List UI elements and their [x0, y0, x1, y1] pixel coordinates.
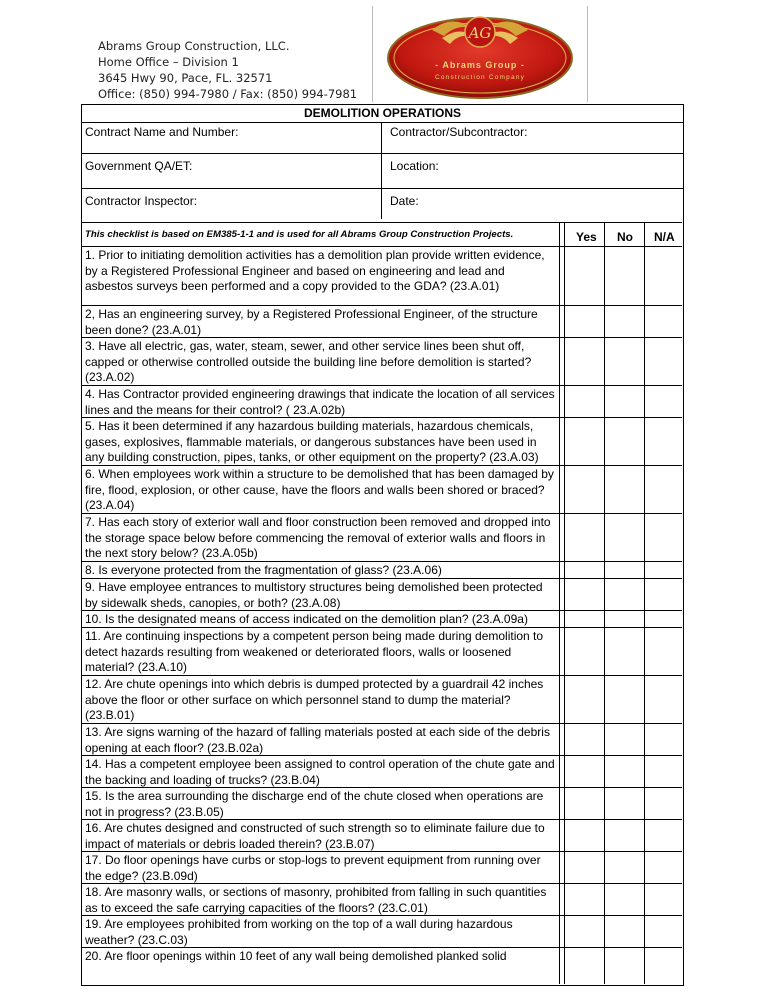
- answer-yes-checkbox[interactable]: [564, 820, 604, 852]
- answer-yes-checkbox[interactable]: [564, 514, 604, 562]
- answer-yes-checkbox[interactable]: [564, 948, 604, 968]
- question-text: 9. Have employee entrances to multistory structures being demolished been protected by sidewalk sheds, canopies, or both? (23.A.08): [85, 580, 543, 610]
- column-na: N/A: [654, 230, 675, 244]
- answer-yes-checkbox[interactable]: [564, 788, 604, 820]
- logo-name: - Abrams Group -: [435, 60, 525, 70]
- company-phone: Office: (850) 994-7980 / Fax: (850) 994-7981: [98, 87, 358, 101]
- answer-no-checkbox[interactable]: [604, 852, 644, 884]
- question-text: 4. Has Contractor provided engineering drawings that indicate the location of all services lines and the means for their control? ( 23.A.02b): [85, 387, 555, 417]
- checklist-row: [82, 755, 682, 787]
- checklist-form: [81, 104, 684, 986]
- company-address: [98, 38, 357, 102]
- checklist-row: [82, 246, 682, 305]
- question-text: 8. Is everyone protected from the fragmentation of glass? (23.A.06): [85, 563, 442, 577]
- form-title: DEMOLITION OPERATIONS: [303, 106, 462, 120]
- answer-na-checkbox[interactable]: [644, 820, 684, 852]
- answer-yes-checkbox[interactable]: [564, 884, 604, 916]
- answer-na-checkbox[interactable]: [644, 306, 684, 338]
- checklist-row: [82, 337, 682, 385]
- answer-no-checkbox[interactable]: [604, 514, 644, 562]
- question-text: 19. Are employees prohibited from working on the top of a wall during hazardous weather? (23.C.03): [85, 917, 513, 947]
- checklist-note: This checklist is based on EM385-1-1 and is used for all Abrams Group Construction Projects.: [85, 229, 514, 240]
- answer-no-checkbox[interactable]: [604, 788, 644, 820]
- contract-field[interactable]: Contract Name and Number:: [82, 123, 382, 153]
- question-text: 17. Do floor openings have curbs or stop-logs to prevent equipment from running over the edge? (23.B.09d): [85, 853, 541, 883]
- answer-na-checkbox[interactable]: [644, 386, 684, 418]
- answer-yes-checkbox[interactable]: [564, 756, 604, 788]
- answer-na-checkbox[interactable]: [644, 628, 684, 676]
- contractor-field[interactable]: Contractor/Subcontractor:: [390, 125, 528, 139]
- checklist-row: [82, 465, 682, 513]
- inspector-field[interactable]: Contractor Inspector:: [82, 189, 382, 219]
- info-row-contract: [82, 122, 683, 153]
- divider-yes-left: [564, 222, 565, 984]
- checklist-row: [82, 578, 682, 610]
- logo-initials: AG: [468, 24, 492, 42]
- question-text: 3. Have all electric, gas, water, steam, sewer, and other service lines been shut off, capped or otherwise controlled outside the building line before demolition is started? (23.A.02): [85, 339, 532, 384]
- company-name: Abrams Group Construction, LLC.: [98, 39, 290, 53]
- checklist-row: [82, 675, 682, 723]
- answer-no-checkbox[interactable]: [604, 884, 644, 916]
- logo-frame: [372, 6, 588, 102]
- info-row-qa: [82, 153, 683, 188]
- answer-yes-checkbox[interactable]: [564, 628, 604, 676]
- question-text: 1. Prior to initiating demolition activities has a demolition plan provide written evidence, by a Registered Professional Engineer and based on engineering and lead and asbestos surveys been performed and a copy provided to the GDA? (23.A.01): [85, 248, 545, 293]
- answer-na-checkbox[interactable]: [644, 724, 684, 756]
- question-text: 14. Has a competent employee been assigned to control operation of the chute gate and the backing and loading of trucks? (23.B.04): [85, 757, 555, 787]
- question-text: 13. Are signs warning of the hazard of falling materials posted at each side of the debris opening at each floor? (23.B.02a): [85, 725, 550, 755]
- answer-no-checkbox[interactable]: [604, 724, 644, 756]
- answer-no-checkbox[interactable]: [604, 247, 644, 306]
- checklist-grid: [82, 222, 682, 223]
- question-text: 6. When employees work within a structure to be demolished that has been damaged by fire, flood, explosion, or other cause, have the floors and walls been shored or braced? (23.A.04): [85, 467, 554, 512]
- answer-na-checkbox[interactable]: [644, 676, 684, 724]
- checklist-row: [82, 385, 682, 417]
- answer-yes-checkbox[interactable]: [564, 579, 604, 611]
- checklist-row: [82, 947, 682, 967]
- answer-na-checkbox[interactable]: [644, 948, 684, 968]
- question-text: 16. Are chutes designed and constructed of such strength so to eliminate failure due to impact of materials or debris loaded therein? (23.B.07): [85, 821, 545, 851]
- answer-yes-checkbox[interactable]: [564, 247, 604, 306]
- checklist-row: [82, 915, 682, 947]
- answer-yes-checkbox[interactable]: [564, 418, 604, 466]
- answer-no-checkbox[interactable]: [604, 466, 644, 514]
- column-yes: Yes: [576, 230, 597, 244]
- answer-na-checkbox[interactable]: [644, 247, 684, 306]
- company-logo: [372, 6, 588, 102]
- date-field[interactable]: Date:: [390, 194, 419, 208]
- answer-no-checkbox[interactable]: [604, 611, 644, 628]
- answer-yes-checkbox[interactable]: [564, 916, 604, 948]
- answer-no-checkbox[interactable]: [604, 948, 644, 968]
- answer-no-checkbox[interactable]: [604, 418, 644, 466]
- answer-no-checkbox[interactable]: [604, 306, 644, 338]
- answer-yes-checkbox[interactable]: [564, 466, 604, 514]
- checklist-row: [82, 561, 682, 578]
- question-text: 5. Has it been determined if any hazardous building materials, hazardous chemicals, gases, explosives, flammable materials, or dangerous substances have been used in any building construction, pipes, tanks, or other equipment on the property? (23.A.03): [85, 419, 539, 464]
- location-field[interactable]: Location:: [390, 159, 439, 173]
- company-division: Home Office – Division 1: [98, 55, 239, 69]
- company-street: 3645 Hwy 90, Pace, FL. 32571: [98, 71, 273, 85]
- answer-yes-checkbox[interactable]: [564, 338, 604, 386]
- answer-na-checkbox[interactable]: [644, 562, 684, 579]
- answer-no-checkbox[interactable]: [604, 628, 644, 676]
- answer-yes-checkbox[interactable]: [564, 562, 604, 579]
- checklist-row: [82, 723, 682, 755]
- answer-na-checkbox[interactable]: [644, 338, 684, 386]
- answer-no-checkbox[interactable]: [604, 756, 644, 788]
- checklist-row: [82, 417, 682, 465]
- answer-na-checkbox[interactable]: [644, 884, 684, 916]
- question-text: 15. Is the area surrounding the discharge end of the chute closed when operations are not in progress? (23.B.05): [85, 789, 544, 819]
- answer-no-checkbox[interactable]: [604, 338, 644, 386]
- answer-no-checkbox[interactable]: [604, 916, 644, 948]
- checklist-row: [82, 627, 682, 675]
- qa-field[interactable]: Government QA/ET:: [82, 154, 382, 188]
- answer-na-checkbox[interactable]: [644, 579, 684, 611]
- checklist-row: [82, 787, 682, 819]
- answer-na-checkbox[interactable]: [644, 788, 684, 820]
- answer-yes-checkbox[interactable]: [564, 724, 604, 756]
- answer-no-checkbox[interactable]: [604, 579, 644, 611]
- answer-yes-checkbox[interactable]: [564, 386, 604, 418]
- question-text: 7. Has each story of exterior wall and floor construction been removed and dropped into the storage space below before commencing the removal of exterior walls and floors in the next story below? (23.A.05b): [85, 515, 551, 560]
- answer-no-checkbox[interactable]: [604, 386, 644, 418]
- checklist-row: [82, 305, 682, 337]
- answer-yes-checkbox[interactable]: [564, 611, 604, 628]
- question-text: 12. Are chute openings into which debris is dumped protected by a guardrail 42 inches above the floor or other surface on which personnel stand to dump the material? (23.B.01): [85, 677, 544, 722]
- question-text: 18. Are masonry walls, or sections of masonry, prohibited from falling in such quantities as to exceed the safe carrying capacities of the floors? (23.C.01): [85, 885, 547, 915]
- answer-yes-checkbox[interactable]: [564, 306, 604, 338]
- checklist-row: [82, 513, 682, 561]
- logo-subtitle: Construction Company: [434, 74, 526, 81]
- info-row-inspector: [82, 188, 683, 219]
- answer-na-checkbox[interactable]: [644, 418, 684, 466]
- answer-no-checkbox[interactable]: [604, 562, 644, 579]
- answer-yes-checkbox[interactable]: [564, 676, 604, 724]
- answer-yes-checkbox[interactable]: [564, 852, 604, 884]
- checklist-row: [82, 851, 682, 883]
- question-text: 10. Is the designated means of access indicated on the demolition plan? (23.A.09a): [85, 612, 528, 626]
- question-text: 2, Has an engineering survey, by a Registered Professional Engineer, of the structure been done? (23.A.01): [85, 307, 538, 337]
- checklist-row: [82, 610, 682, 627]
- answer-na-checkbox[interactable]: [644, 466, 684, 514]
- divider-na-left: [644, 222, 645, 984]
- question-text: 20. Are floor openings within 10 feet of any wall being demolished planked solid: [85, 949, 507, 963]
- divider-no-left: [604, 222, 605, 984]
- question-text: 11. Are continuing inspections by a competent person being made during demolition to detect hazards resulting from weakened or deteriorated floors, walls or loosened material? (23.A.10): [85, 629, 544, 674]
- answer-no-checkbox[interactable]: [604, 820, 644, 852]
- answer-na-checkbox[interactable]: [644, 514, 684, 562]
- checklist-row: [82, 819, 682, 851]
- answer-na-checkbox[interactable]: [644, 852, 684, 884]
- checklist-row: [82, 883, 682, 915]
- column-no: No: [617, 230, 633, 244]
- answer-na-checkbox[interactable]: [644, 916, 684, 948]
- answer-na-checkbox[interactable]: [644, 611, 684, 628]
- answer-no-checkbox[interactable]: [604, 676, 644, 724]
- answer-na-checkbox[interactable]: [644, 756, 684, 788]
